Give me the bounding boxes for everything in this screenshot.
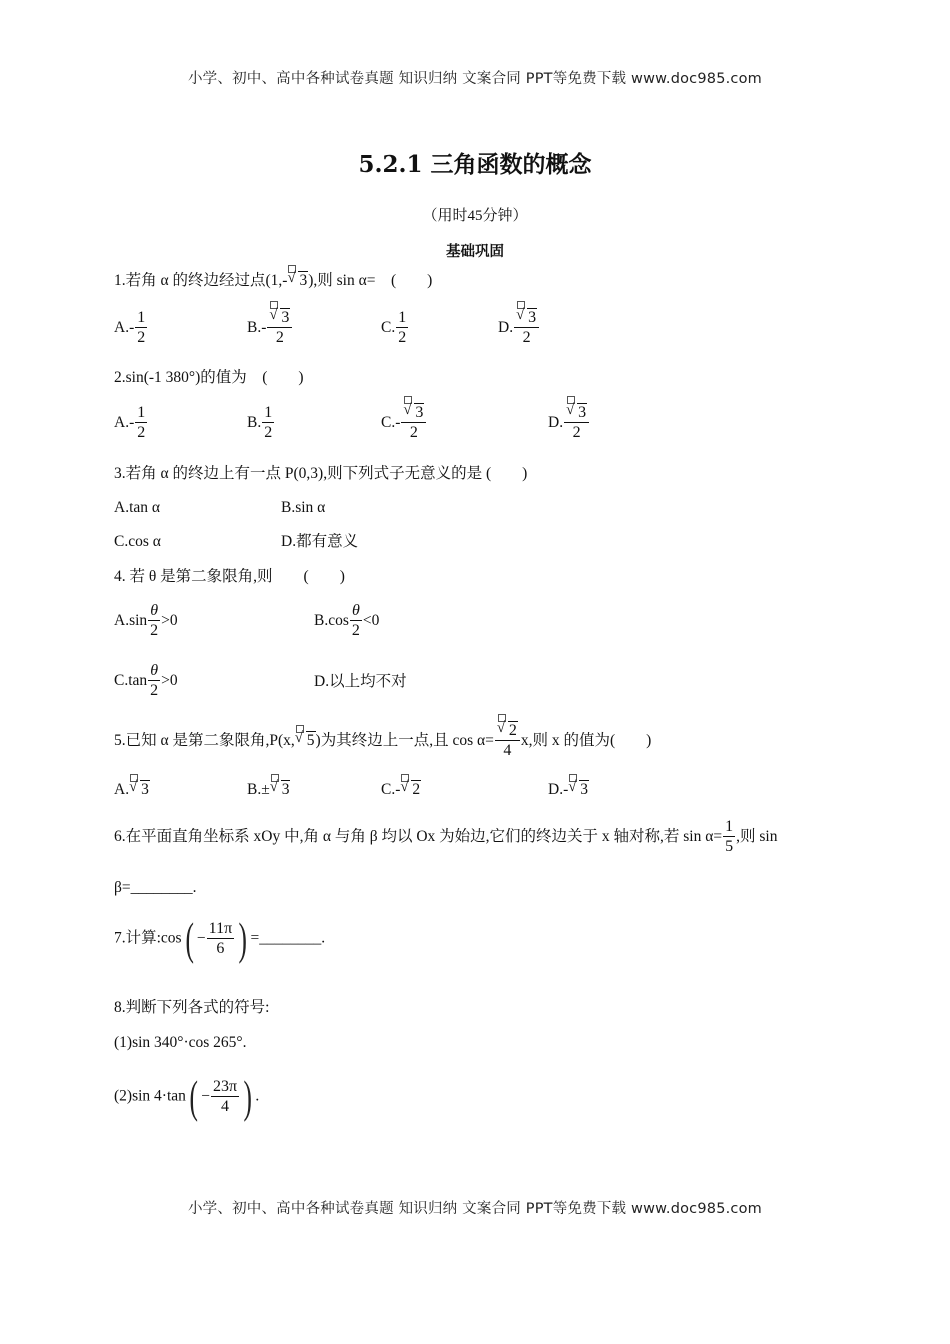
q1-option-c: C. $\frac{1}{2}$ bbox=[381, 309, 407, 347]
q4-option-b: B.cos $\frac{\theta}{2}$ <0 bbox=[314, 602, 380, 640]
q3-option-a: A.tan α bbox=[114, 499, 161, 516]
question-6-answer-line: β=________. bbox=[114, 879, 197, 896]
question-8: 8.判断下列各式的符号: bbox=[114, 999, 270, 1016]
q3-option-d: D.都有意义 bbox=[281, 533, 359, 550]
q2-option-c: C.- √ 3 2 bbox=[381, 404, 427, 443]
q2-option-b: B. $\frac{1}{2}$ bbox=[247, 404, 273, 442]
question-3: 3.若角 α 的终边上有一点 P(0,3),则下列式子无意义的是 ( ) bbox=[114, 465, 528, 482]
q2-option-d: D. √ 3 2 bbox=[548, 404, 590, 443]
question-8-part-1: (1)sin 340°·cos 265°. bbox=[114, 1034, 247, 1051]
question-5: 5.已知 α 是第二象限角,P(x, √ 5)为其终边上一点,且 cos α= √ 2 4 x,则 x 的值为( ) bbox=[114, 722, 651, 761]
question-8-part-2: (2)sin 4·tan( − $\frac{23\pi}{4}$ ) . bbox=[114, 1071, 260, 1122]
q4-option-c: C.tan $\frac{\theta}{2}$ >0 bbox=[114, 662, 178, 700]
q1-option-d: D. √ 3 2 bbox=[498, 309, 540, 348]
q5-option-d: D.- √ 3 bbox=[548, 782, 589, 798]
q3-option-c: C.cos α bbox=[114, 533, 161, 550]
question-1: 1.若角 α 的终边经过点(1,- √ 3),则 sin α= ( ) bbox=[114, 273, 432, 289]
q1-option-a: A.- $\frac{1}{2}$ bbox=[114, 309, 146, 347]
q2-option-a: A.- $\frac{1}{2}$ bbox=[114, 404, 146, 442]
question-2: 2.sin(-1 380°)的值为 ( ) bbox=[114, 369, 304, 386]
page-footer: 小学、初中、高中各种试卷真题 知识归纳 文案合同 PPT等免费下载 www.doc985.com bbox=[187, 1201, 763, 1217]
page-header: 小学、初中、高中各种试卷真题 知识归纳 文案合同 PPT等免费下载 www.doc985.com bbox=[187, 71, 763, 87]
q4-option-d: D.以上均不对 bbox=[314, 673, 407, 690]
time-note: （用时45分钟） bbox=[422, 208, 528, 224]
q5-option-c: C.- √ 2 bbox=[381, 782, 421, 798]
q5-option-b: B.± √ 3 bbox=[247, 782, 290, 798]
q3-option-b: B.sin α bbox=[281, 499, 326, 516]
q4-option-a: A.sin $\frac{\theta}{2}$ >0 bbox=[114, 602, 178, 640]
q1-option-b: B.- √ 3 2 bbox=[247, 309, 293, 348]
q5-option-a: A. √ 3 bbox=[114, 782, 150, 798]
question-7: 7.计算:cos( − $\frac{11\pi}{6}$ ) =________. bbox=[114, 913, 326, 964]
page-title: 5.2.1 三角函数的概念 bbox=[358, 151, 592, 178]
question-4: 4. 若 θ 是第二象限角,则 ( ) bbox=[114, 568, 345, 585]
section-heading: 基础巩固 bbox=[446, 244, 504, 260]
question-6: 6.在平面直角坐标系 xOy 中,角 α 与角 β 均以 Ox 为始边,它们的终边关于 x 轴对称,若 sin α= $\frac{1}{5}$ ,则 sin bbox=[114, 818, 778, 856]
